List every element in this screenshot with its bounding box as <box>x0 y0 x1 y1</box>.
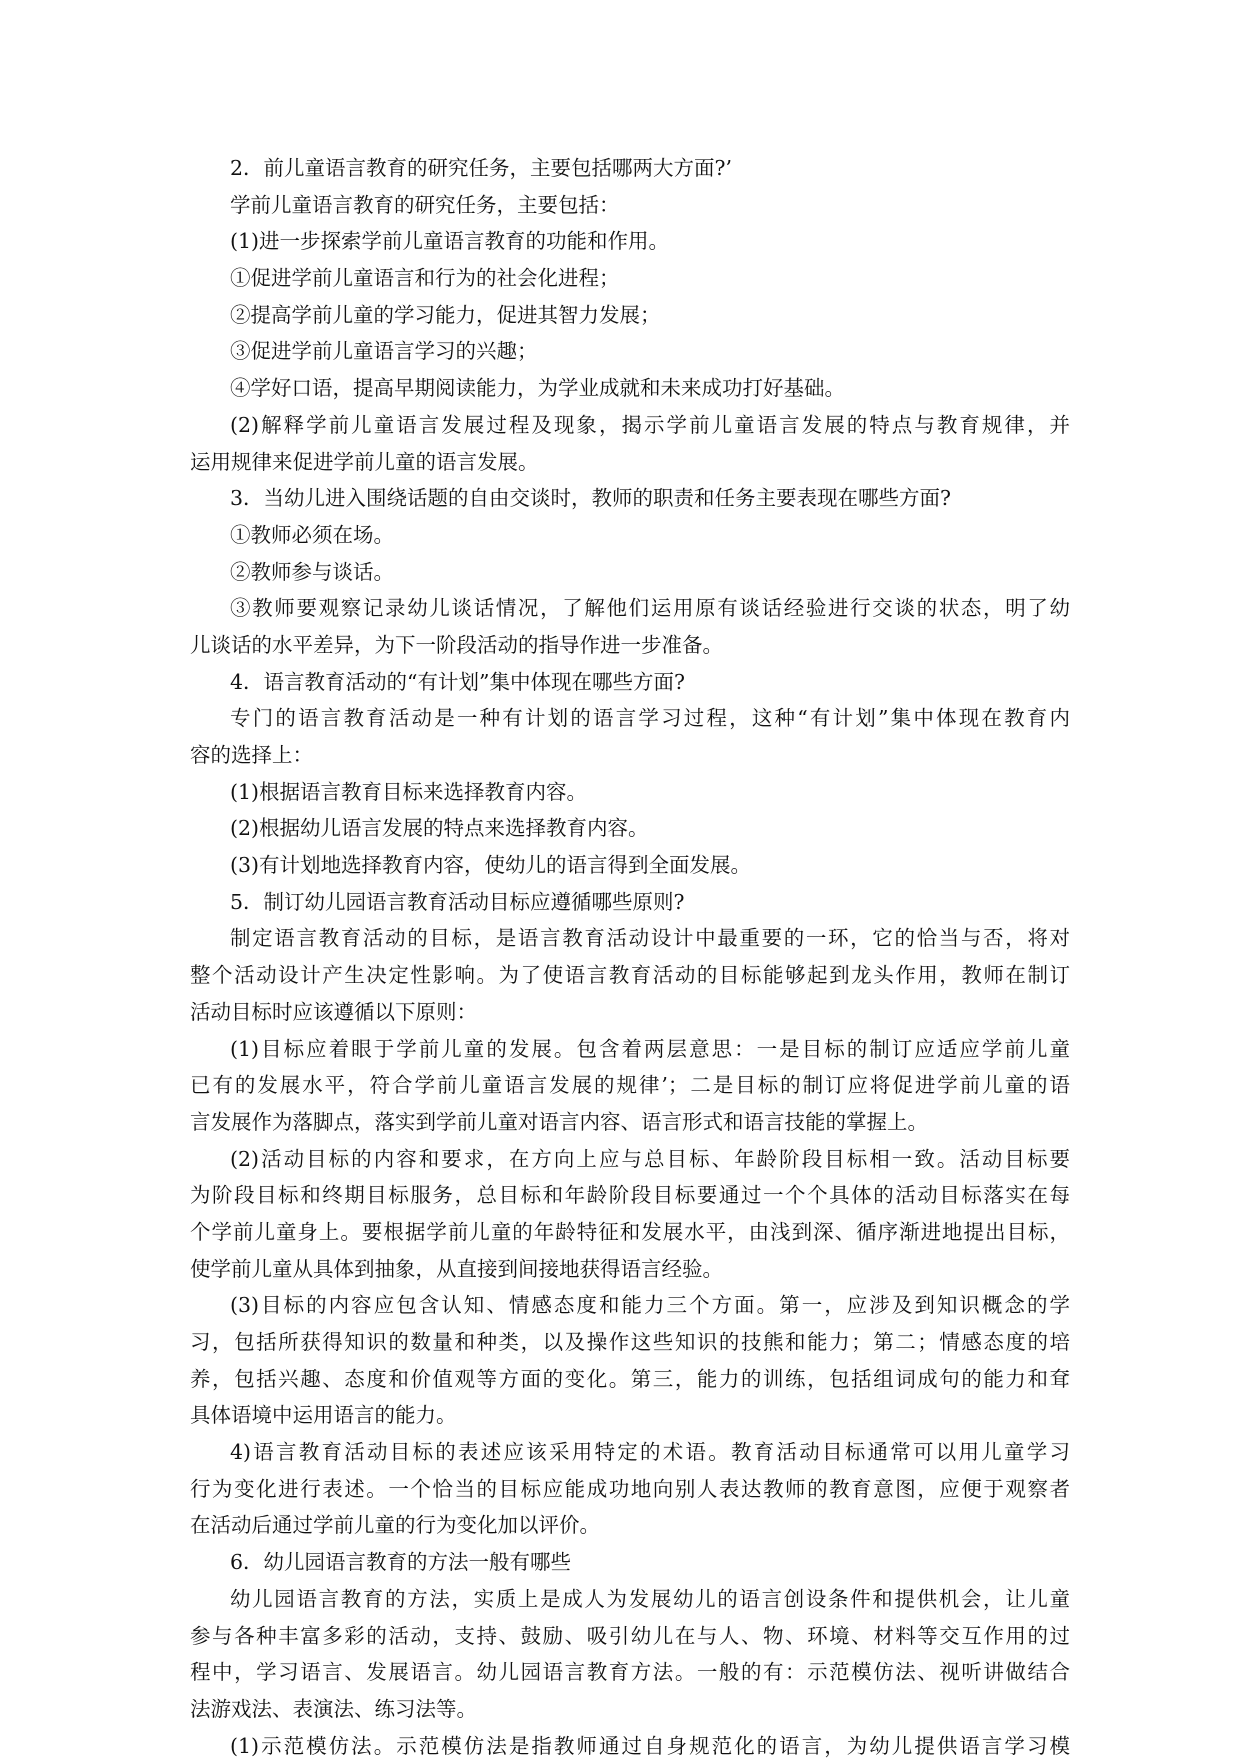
text-line: ②教师参与谈话。 <box>230 559 394 584</box>
text-line: ①教师必须在场。 <box>230 522 394 547</box>
text-line: 活动目标时应该遵循以下原则： <box>190 999 477 1024</box>
text-line: 学前儿童语言教育的研究任务，主要包括： <box>230 192 620 217</box>
text-line: 整个活动设计产生决定性影响。为了使语言教育活动的目标能够起到龙头作用，教师在制订 <box>190 963 1070 988</box>
text-line: (1)示范模仿法。示范模仿法是指教师通过自身规范化的语言，为幼儿提供语言学习模 <box>230 1733 1070 1758</box>
text-line: 3．当幼儿进入围绕话题的自由交谈时，教师的职责和任务主要表现在哪些方面? <box>230 486 952 511</box>
text-line: ①促进学前儿童语言和行为的社会化进程； <box>230 266 620 291</box>
text-line: 参与各种丰富多彩的活动，支持、鼓励、吸引幼儿在与人、物、环境、材料等交互作用的过 <box>190 1623 1070 1648</box>
text-line: (3)目标的内容应包含认知、情感态度和能力三个方面。第一，应涉及到知识概念的学 <box>230 1293 1070 1318</box>
text-line: 专门的语言教育活动是一种有计划的语言学习过程，这种“有计划”集中体现在教育内 <box>230 706 1070 731</box>
text-line: 2．前儿童语言教育的研究任务，主要包括哪两大方面?’ <box>230 156 733 180</box>
text-line: ②提高学前儿童的学习能力，促进其智力发展； <box>230 302 661 327</box>
text-line: (2)活动目标的内容和要求，在方向上应与总目标、年龄阶段目标相一致。活动目标要 <box>230 1146 1070 1171</box>
text-line: 4．语言教育活动的“有计划”集中体现在哪些方面? <box>230 669 685 694</box>
text-line: 4)语言教育活动目标的表述应该采用特定的术语。教育活动目标通常可以用儿童学习 <box>230 1440 1070 1465</box>
text-line: 个学前儿童身上。要根据学前儿童的年龄特征和发展水平，由浅到深、循序渐进地提出目标， <box>190 1219 1070 1244</box>
text-line: (1)根据语言教育目标来选择教育内容。 <box>230 779 588 804</box>
text-line: 5．制订幼儿园语言教育活动目标应遵循哪些原则? <box>230 889 685 914</box>
text-line: 儿谈话的水平差异，为下一阶段活动的指导作进一步准备。 <box>190 632 723 657</box>
text-line: ③教师要观察记录幼儿谈话情况，了解他们运用原有谈话经验进行交谈的状态，明了幼 <box>230 596 1070 621</box>
text-line: 幼儿园语言教育的方法，实质上是成人为发展幼儿的语言创设条件和提供机会，让儿童 <box>230 1586 1070 1611</box>
text-line: 法游戏法、表演法、练习法等。 <box>190 1696 477 1721</box>
text-line: 已有的发展水平，符合学前儿童语言发展的规律’；二是目标的制订应将促进学前儿童的语 <box>190 1073 1070 1098</box>
text-line: (3)有计划地选择教育内容，使幼儿的语言得到全面发展。 <box>230 853 752 878</box>
text-line: 制定语言教育活动的目标，是语言教育活动设计中最重要的一环，它的恰当与否，将对 <box>230 926 1070 951</box>
text-line: 运用规律来促进学前儿童的语言发展。 <box>190 449 539 474</box>
text-line: (1)目标应着眼于学前儿童的发展。包含着两层意思：一是目标的制订应适应学前儿童 <box>230 1036 1070 1061</box>
text-line: 言发展作为落脚点，落实到学前儿童对语言内容、语言形式和语言技能的掌握上。 <box>190 1109 928 1134</box>
text-line: (2)解释学前儿童语言发展过程及现象，揭示学前儿童语言发展的特点与教育规律，并 <box>230 412 1070 437</box>
text-line: 行为变化进行表述。一个恰当的目标应能成功地向别人表达教师的教育意图，应便于观察者 <box>190 1476 1070 1501</box>
text-line: 使学前儿童从具体到抽象，从直接到间接地获得语言经验。 <box>190 1256 723 1281</box>
text-line: 在活动后通过学前儿童的行为变化加以评价。 <box>190 1513 600 1538</box>
text-line: 为阶段目标和终期目标服务，总目标和年龄阶段目标要通过一个个具体的活动目标落实在每 <box>190 1183 1070 1208</box>
text-line: 容的选择上： <box>190 743 313 767</box>
text-line: (1)进一步探索学前儿童语言教育的功能和作用。 <box>230 229 670 254</box>
text-line: (2)根据幼儿语言发展的特点来选择教育内容。 <box>230 816 649 841</box>
document-page <box>190 150 1070 1764</box>
text-line: 习，包括所获得知识的数量和种类，以及操作这些知识的技熊和能力；第二；情感态度的培 <box>190 1330 1070 1354</box>
text-line: ④学好口语，提高早期阅读能力，为学业成就和未来成功打好基础。 <box>230 376 845 401</box>
text-line: 养，包括兴趣、态度和价值观等方面的变化。第三，能力的训练，包括组词成句的能力和耷 <box>190 1366 1070 1391</box>
text-line: ③促进学前儿童语言学习的兴趣； <box>230 339 538 364</box>
text-line: 6．幼儿园语言教育的方法一般有哪些 <box>230 1550 572 1575</box>
text-line: 具体语境中运用语言的能力。 <box>190 1403 457 1428</box>
text-line: 程中，学习语言、发展语言。幼儿园语言教育方法。一般的有：示范模仿法、视听讲做结合 <box>190 1660 1070 1685</box>
